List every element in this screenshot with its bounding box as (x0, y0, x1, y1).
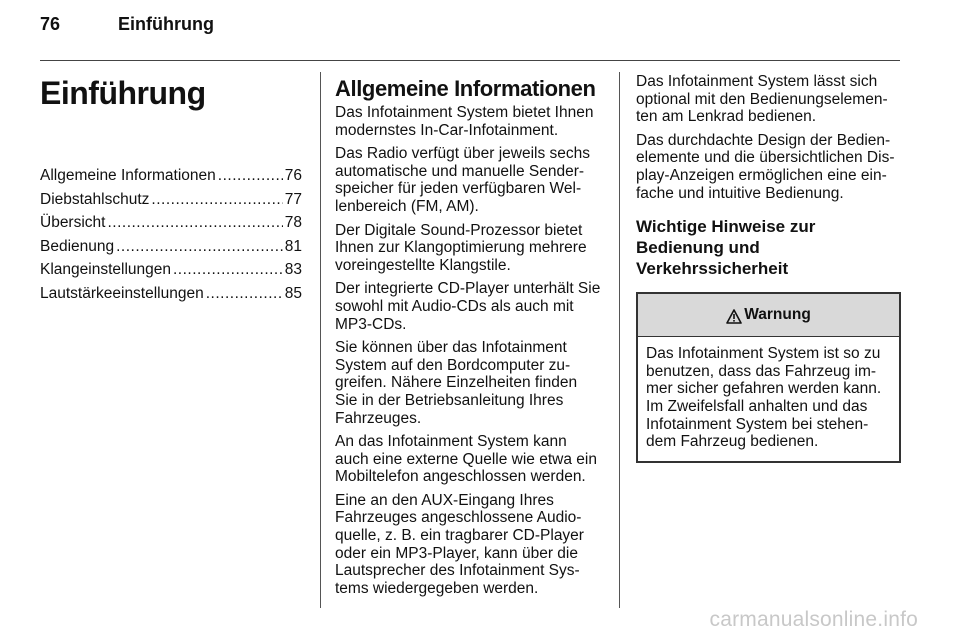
toc-item[interactable] (40, 191, 302, 215)
warning-header (638, 294, 899, 337)
toc-page: 78 (284, 214, 302, 232)
toc-label: Allgemeine Informationen (40, 167, 216, 184)
toc-page: 76 (284, 167, 302, 184)
warning-triangle-icon (726, 309, 742, 324)
toc-label: Diebstahlschutz (40, 190, 150, 208)
toc-item[interactable] (40, 238, 302, 262)
toc-item[interactable] (40, 285, 302, 309)
toc-item[interactable] (40, 214, 302, 238)
paragraph: Der Digitale Sound-Prozessor bietet Ihnen zur Klangoptimierung mehrere voreingestellte Klangstile. (335, 221, 587, 274)
toc-label: Bedienung (40, 237, 115, 255)
toc-label: Übersicht (40, 214, 106, 232)
toc-leader (107, 214, 282, 232)
section-title: Allgemeine Informationen (335, 76, 596, 101)
toc-item[interactable] (40, 167, 302, 191)
paragraph: Eine an den AUX-Eingang Ihres Fahrzeuges angeschlossene Audioquelle, z. B. ein tragbarer CD-Player oder ein MP3-Player, kann über die Lautsprecher des Infotainment Systems wiedergegeben werden. (335, 491, 584, 597)
toc-page: 77 (284, 190, 302, 208)
toc-page: 81 (284, 237, 302, 255)
warning-box (636, 292, 901, 463)
toc-leader (151, 191, 282, 209)
paragraph: An das Infotainment System kann auch eine externe Quelle wie etwa ein Mobiltelefon angeschlossen werden. (335, 433, 597, 486)
paragraph: Das Infotainment System lässt sich optional mit den Bedienungselementen am Lenkrad bedienen. (636, 73, 888, 126)
subsection-heading: Wichtige Hinweise zur Bedienung und Verkehrssicherheit (636, 217, 816, 279)
running-title: Einführung (118, 14, 214, 34)
chapter-title: Einführung (40, 75, 206, 111)
header-rule (40, 60, 900, 61)
toc-leader (173, 261, 283, 279)
watermark: carmanualsonline.info (709, 608, 918, 631)
chapter-column (40, 73, 302, 309)
toc-leader (116, 238, 283, 256)
toc-page: 83 (284, 261, 302, 279)
warning-text: Das Infotainment System ist so zu benutzen, dass das Fahrzeug immer sicher gefahren werden kann. Im Zweifelsfall anhalten und das Infotainment System bei stehendem Fahrzeug bedienen. (646, 345, 882, 451)
warning-title: Warnung (744, 306, 811, 324)
paragraph: Sie können über das Infotainment System auf den Bordcomputer zugreifen. Nähere Einzelheiten finden Sie in der Betriebsanleitung Ihres Fahrzeuges. (335, 339, 578, 427)
toc-label: Klangeinstellungen (40, 261, 171, 279)
paragraph: Das Radio verfügt über jeweils sechs automatische und manuelle Senderspeicher für jeden verfügbaren Wellenbereich (FM, AM). (335, 145, 591, 215)
table-of-contents (40, 167, 302, 309)
paragraph: Das Infotainment System bietet Ihnen modernstes In-Car-Infotainment. (335, 104, 594, 139)
column-divider (320, 72, 321, 608)
section-column (335, 73, 603, 603)
toc-page: 85 (284, 284, 302, 302)
toc-leader (206, 285, 283, 303)
page-number: 76 (40, 14, 61, 34)
toc-leader (218, 167, 283, 185)
toc-item[interactable] (40, 261, 302, 285)
page-header (40, 14, 214, 50)
toc-label: Lautstärkeeinstellungen (40, 284, 204, 302)
paragraph: Der integrierte CD-Player unterhält Sie sowohl mit Audio-CDs als auch mit MP3-CDs. (335, 280, 601, 333)
column-divider (619, 72, 620, 608)
continuation-column (636, 73, 901, 463)
paragraph: Das durchdachte Design der Bedienelemente und die übersichtlichen Display-Anzeigen ermöglichen eine einfache und intuitive Bedienung. (636, 131, 895, 202)
